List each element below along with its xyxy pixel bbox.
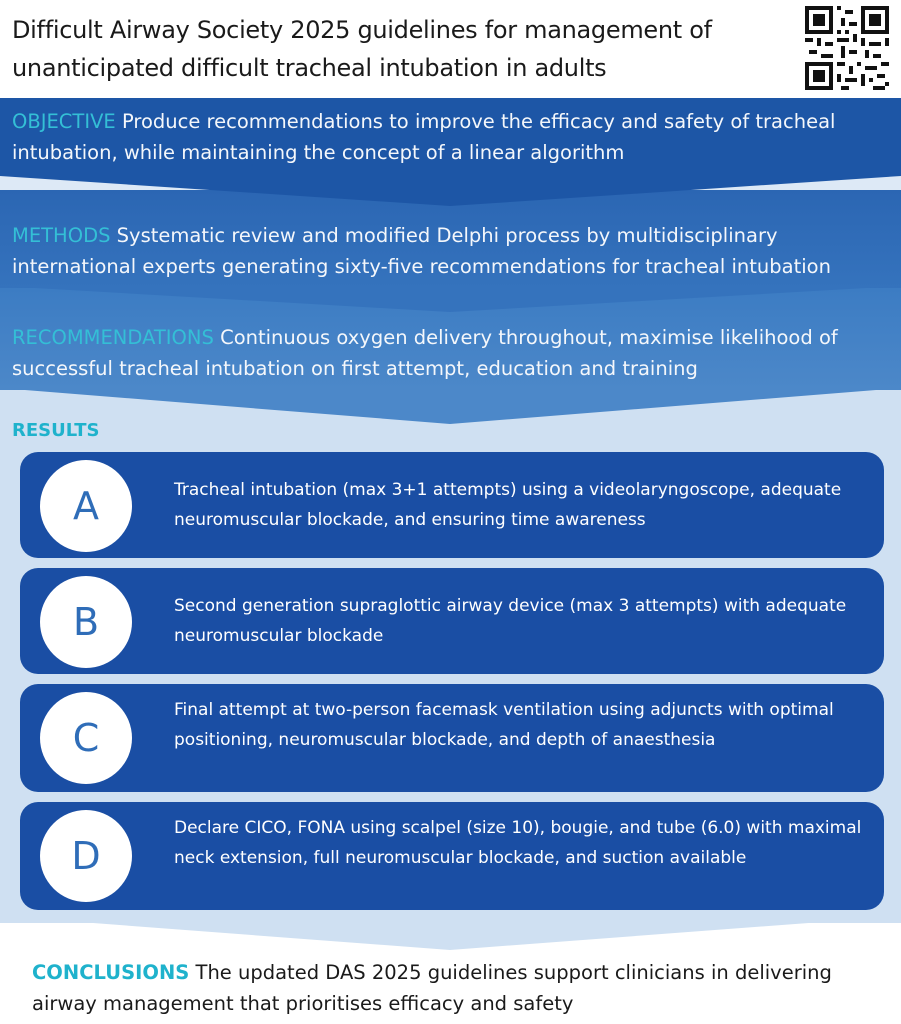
conclusions-label: CONCLUSIONS (32, 961, 190, 984)
step-text-b: Second generation supraglottic airway device (max 3 attempts) with adequate neuromuscular blockade (174, 596, 847, 646)
arrow-results-to-conclusions (0, 916, 901, 950)
conclusions-text: The updated DAS 2025 guidelines support clinicians in delivering airway management that prioritises efficacy and safety (32, 961, 832, 1015)
methods-text: Systematic review and modified Delphi process by multidisciplinary international experts generating sixty-five recommendations for tracheal intubation (12, 224, 831, 278)
arrow-methods-to-reco (0, 286, 901, 312)
step-letter-b: B (40, 576, 132, 668)
step-letter-a: A (40, 460, 132, 552)
page-title: Difficult Airway Society 2025 guidelines for management of unanticipated difficult tracheal intubation in adults (12, 16, 712, 82)
methods-label: METHODS (12, 224, 111, 247)
arrow-objective-to-methods (0, 176, 901, 206)
step-letter-d: D (40, 810, 132, 902)
recommendations-text: Continuous oxygen delivery throughout, maximise likelihood of successful tracheal intubation on first attempt, education and training (12, 326, 838, 380)
objective-label: OBJECTIVE (12, 110, 116, 133)
step-letter-c: C (40, 692, 132, 784)
step-text-c: Final attempt at two-person facemask ventilation using adjuncts with optimal positioning, neuromuscular blockade, and depth of anaesthesia (174, 700, 834, 750)
conclusions-section (32, 957, 877, 1019)
step-card-b (20, 568, 884, 674)
step-card-a (20, 452, 884, 558)
step-text-d: Declare CICO, FONA using scalpel (size 10), bougie, and tube (6.0) with maximal neck extension, full neuromuscular blockade, and suction available (174, 818, 862, 868)
results-label: RESULTS (12, 420, 100, 441)
recommendations-label: RECOMMENDATIONS (12, 326, 214, 349)
arrow-reco-to-results (0, 388, 901, 424)
step-card-d (20, 802, 884, 910)
objective-text: Produce recommendations to improve the efficacy and safety of tracheal intubation, while maintaining the concept of a linear algorithm (12, 110, 836, 164)
step-card-c (20, 684, 884, 792)
step-text-a: Tracheal intubation (max 3+1 attempts) using a videolaryngoscope, adequate neuromuscular blockade, and ensuring time awareness (174, 480, 842, 530)
